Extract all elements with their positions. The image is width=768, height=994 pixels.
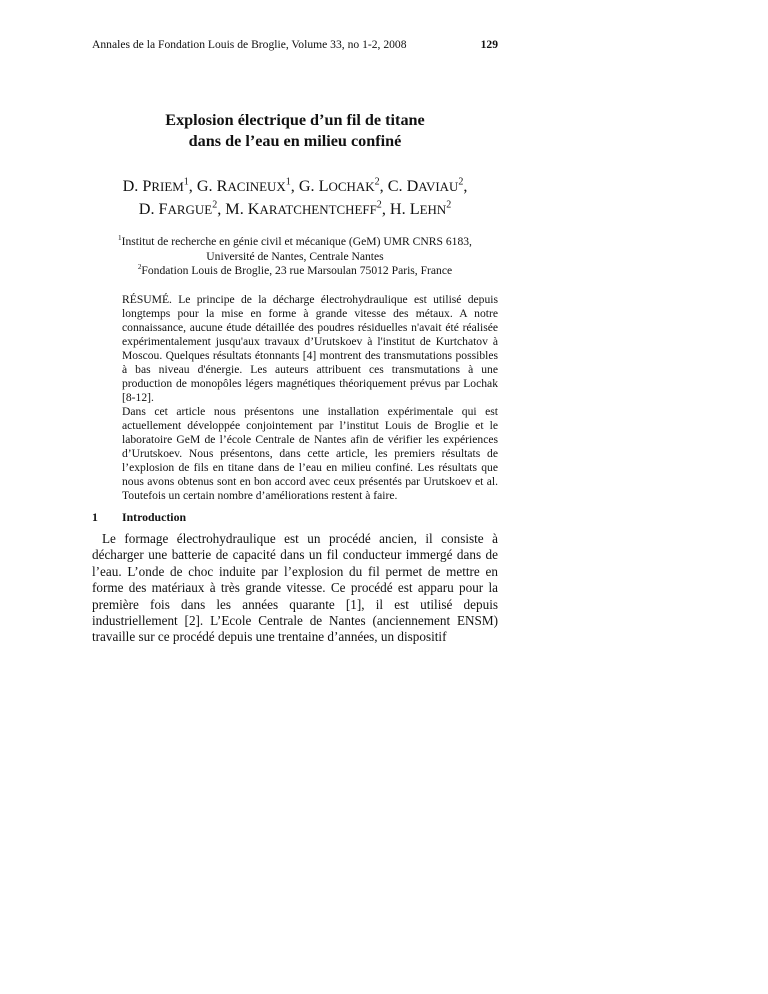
title-line-1: Explosion électrique d’un fil de titane <box>165 111 425 129</box>
author-lehn: H. LEHN$^2$ <box>389 199 452 218</box>
page-number: 129 <box>480 38 498 51</box>
author-fargue: D. FARGUE$^2$ <box>138 199 218 218</box>
affiliation-1: $^1$Institut de recherche en génie civil et mécanique (GeM) UMR CNRS 6183, <box>118 234 472 248</box>
author-list <box>92 175 498 221</box>
author-priem: D. PRIEM$^1$ <box>122 176 189 195</box>
author-lochak: G. LOCHAK$^2$ <box>298 176 380 195</box>
abstract <box>122 293 498 503</box>
body-paragraph-1: Le formage électrohydraulique est un procédé ancien, il consiste à décharger une batterie de capacité dans un fil conducteur immergé dans de l’eau. L’onde de choc induite par l’explosion du fil permet de mettre en forme des matériaux à très grande vitesse. Ce procédé est apparu pour la première fois dans les années quarante [1], il est utilisé depuis industriellement [2]. L’Ecole Centrale de Nantes (anciennement ENSM) travaille sur ce procédé depuis une trentaine d’années, un dispositif <box>92 531 498 645</box>
abstract-paragraph-1: RÉSUMÉ. Le principe de la décharge électrohydraulique est utilisé depuis longtemps pour la mise en forme à grande vitesse des métaux. A notre connaissance, aucune étude détaillée des poudres résiduelles n'avait été réalisée expérimentalement jusqu'aux travaux d’Urutskoev à l'institut de Kurtchatov à Moscou. Quelques résultats étonnants [4] montrent des transmutations possibles à bas niveau d'énergie. Les auteurs attribuent ces transmutations à une production de monopôles légers magnétiques théoriquement prévus par Lochak [8-12]. <box>122 293 498 404</box>
author-daviau: C. DAVIAU$^2$ <box>387 176 464 195</box>
affiliation-1-cont: Université de Nantes, Centrale Nantes <box>206 249 384 263</box>
author-line-2: D. FARGUE$^2$, M. KARATCHENTCHEFF$^2$, H. LEHN$^2$ <box>138 199 452 218</box>
body-text <box>92 531 498 646</box>
article-title <box>92 110 498 152</box>
section-number: 1 <box>92 510 98 524</box>
affiliation-2: $^2$Fondation Louis de Broglie, 23 rue Marsoulan 75012 Paris, France <box>137 263 453 277</box>
author-racineux: G. RACINEUX$^1$ <box>196 176 291 195</box>
section-heading <box>92 510 186 525</box>
author-line-1: D. PRIEM$^1$, G. RACINEUX$^1$, G. LOCHAK$^2$, C. DAVIAU$^2$, <box>122 176 468 195</box>
title-line-2: dans de l’eau en milieu confiné <box>188 132 402 150</box>
affiliations <box>92 235 498 279</box>
section-title: Introduction <box>122 510 187 524</box>
journal-citation: Annales de la Fondation Louis de Broglie, Volume 33, no 1-2, 2008 <box>92 38 407 51</box>
abstract-paragraph-2: Dans cet article nous présentons une installation expérimentale qui est actuellement développée conjointement par l’institut Louis de Broglie et le laboratoire GeM de l’école Centrale de Nantes afin de vérifier les expériences d’Urutskoev. Nous présentons, dans cette article, les premiers résultats de l’explosion de fils en titane dans de l’eau en milieu confiné. Les résultats que nous avons obtenus sont en bon accord avec ceux présentés par Urutskoev et al. Toutefois un certain nombre d’améliorations restent à faire. <box>122 405 498 502</box>
author-karatchentcheff: M. KARATCHENTCHEFF$^2$ <box>225 199 382 218</box>
